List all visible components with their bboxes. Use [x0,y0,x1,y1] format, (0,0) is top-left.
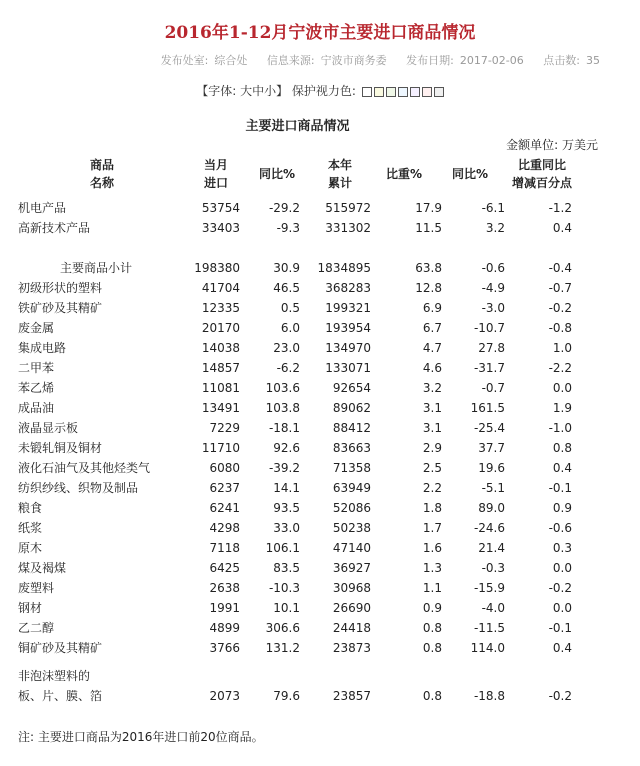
cell-month: 6080 [209,461,240,475]
table-row [0,458,640,478]
cell-name: 高新技术产品 [18,221,91,235]
cell-chg: 0.8 [552,441,572,455]
cell-cum: 88412 [332,421,371,435]
cell-cum: 52086 [332,501,371,515]
cell-name: 乙二醇 [18,621,55,635]
table-row [0,258,640,278]
cell-yoy: 46.5 [273,281,300,295]
source-value: 宁波市商务委 [320,54,387,67]
cell-chg: 0.4 [552,461,572,475]
header-yoy2: 同比% [451,167,489,181]
cell-month: 2073 [209,689,240,703]
cell-name: 成品油 [18,401,55,415]
font-small-link[interactable]: 小 [264,84,277,98]
cell-cum: 368283 [325,281,371,295]
cell-yoy2: -24.6 [473,521,505,535]
cell-share: 3.2 [422,381,442,395]
cell-cum: 24418 [332,621,371,635]
cell-name: 集成电路 [18,341,67,355]
font-medium-link[interactable]: 中 [252,84,265,98]
cell-cum: 134970 [325,341,371,355]
date-label: 发布日期: [406,54,454,67]
cell-yoy2: 89.0 [478,501,505,515]
cell-yoy: 33.0 [273,521,300,535]
table-row [0,686,640,706]
cell-yoy: -18.1 [268,421,300,435]
cell-cum: 515972 [325,201,371,215]
cell-yoy: 306.6 [265,621,300,635]
table-row [0,338,640,358]
table-row [0,498,640,518]
table-row [0,538,640,558]
cell-yoy2: -3.0 [481,301,505,315]
cell-share: 2.5 [422,461,442,475]
cell-yoy2: -0.6 [481,261,505,275]
cell-chg: -0.7 [548,281,572,295]
header-yoy1: 同比% [258,167,296,181]
source-label: 信息来源: [266,54,315,67]
cell-month: 3766 [209,641,240,655]
cell-cum: 26690 [332,601,371,615]
table-row [0,418,640,438]
cell-yoy: 93.5 [273,501,300,515]
cell-cum: 23873 [332,641,371,655]
color-swatch[interactable] [422,87,432,97]
cell-yoy: 14.1 [273,481,300,495]
cell-yoy2: 161.5 [470,401,505,415]
cell-yoy: -10.3 [268,581,300,595]
cell-cum: 133071 [325,361,371,375]
table-row [0,278,640,298]
eye-care-label: 】 保护视力色: [276,84,356,98]
cell-chg: -1.0 [548,421,572,435]
cell-share: 3.1 [422,401,442,415]
cell-name: 液化石油气及其他烃类气 [18,461,151,475]
cell-month: 14857 [201,361,240,375]
cell-yoy2: 3.2 [485,221,505,235]
cell-name: 粮食 [18,501,43,515]
table-row [0,558,640,578]
cell-share: 0.9 [422,601,442,615]
cell-chg: 1.9 [552,401,572,415]
cell-month: 12335 [201,301,240,315]
cell-yoy2: -6.1 [481,201,505,215]
cell-cum: 23857 [332,689,371,703]
cell-share: 2.9 [422,441,442,455]
cell-share: 0.8 [422,641,442,655]
cell-yoy2: -25.4 [473,421,505,435]
cell-name: 废塑料 [18,581,55,595]
cell-chg: 0.0 [552,381,572,395]
cell-yoy2: 21.4 [478,541,505,555]
cell-name-line1: 非泡沫塑料的 [18,669,91,683]
cell-yoy2: -5.1 [481,481,505,495]
cell-yoy2: -0.3 [481,561,505,575]
cell-yoy: 106.1 [265,541,300,555]
cell-month: 7118 [209,541,240,555]
table-row [0,478,640,498]
table-row [0,198,640,218]
amount-unit: 金额单位: 万美元 [506,138,598,152]
cell-month: 4298 [209,521,240,535]
cell-cum: 83663 [332,441,371,455]
cell-cum: 63949 [332,481,371,495]
cell-name: 板、片、膜、箔 [18,689,103,703]
cell-yoy2: -31.7 [473,361,505,375]
color-swatch[interactable] [410,87,420,97]
cell-yoy2: -4.0 [481,601,505,615]
cell-yoy: 103.6 [265,381,300,395]
cell-month: 2638 [209,581,240,595]
header-share-change: 比重同比 增减百分点 [511,158,572,190]
cell-name: 初级形状的塑料 [18,281,103,295]
cell-share: 11.5 [415,221,442,235]
cell-share: 0.8 [422,689,442,703]
cell-yoy: 83.5 [273,561,300,575]
cell-name: 纺织纱线、织物及制品 [18,481,139,495]
cell-name: 二甲苯 [18,361,55,375]
cell-yoy2: -18.8 [473,689,505,703]
table-row [0,298,640,318]
header-cumulative: 本年 累计 [327,158,352,190]
cell-share: 2.2 [422,481,442,495]
cell-share: 3.1 [422,421,442,435]
cell-yoy: 103.8 [265,401,300,415]
header-month: 当月 进口 [203,158,228,190]
cell-chg: 0.3 [552,541,572,555]
cell-yoy: 10.1 [273,601,300,615]
cell-chg: -0.2 [548,689,572,703]
cell-share: 0.8 [422,621,442,635]
cell-chg: 0.0 [552,601,572,615]
cell-yoy: 6.0 [280,321,300,335]
color-swatch[interactable] [374,87,384,97]
cell-share: 6.9 [422,301,442,315]
cell-chg: -0.2 [548,581,572,595]
cell-name: 纸浆 [18,521,43,535]
cell-chg: -1.2 [548,201,572,215]
cell-month: 6241 [209,501,240,515]
cell-chg: -2.2 [548,361,572,375]
header-name: 商品 名称 [89,158,114,190]
cell-month: 198380 [194,261,240,275]
cell-yoy: 92.6 [273,441,300,455]
cell-yoy2: -0.7 [481,381,505,395]
table-row [0,598,640,618]
cell-yoy2: 114.0 [470,641,505,655]
cell-cum: 47140 [332,541,371,555]
cell-chg: -0.2 [548,301,572,315]
table-row [0,318,640,338]
cell-chg: -0.1 [548,621,572,635]
cell-yoy: 23.0 [273,341,300,355]
cell-month: 7229 [209,421,240,435]
table-row-name-prefix [0,666,640,686]
cell-month: 14038 [201,341,240,355]
cell-name: 铜矿砂及其精矿 [18,641,103,655]
cell-chg: 0.4 [552,221,572,235]
cell-month: 1991 [209,601,240,615]
cell-name: 钢材 [18,601,43,615]
cell-share: 4.6 [422,361,442,375]
cell-yoy: -39.2 [268,461,300,475]
cell-yoy: -29.2 [268,201,300,215]
cell-cum: 30968 [332,581,371,595]
cell-name: 原木 [18,541,43,555]
cell-name: 铁矿砂及其精矿 [18,301,103,315]
cell-yoy2: 19.6 [478,461,505,475]
cell-month: 53754 [201,201,240,215]
cell-yoy: 79.6 [273,689,300,703]
table-row [0,518,640,538]
cell-name: 机电产品 [18,201,67,215]
footnote: 注: 主要进口商品为2016年进口前20位商品。 [18,730,264,744]
date-value: 2017-02-06 [459,54,524,67]
cell-yoy2: -11.5 [473,621,505,635]
cell-chg: 0.9 [552,501,572,515]
cell-month: 6425 [209,561,240,575]
cell-chg: 1.0 [552,341,572,355]
clicks-label: 点击数: [543,54,580,67]
font-large-link[interactable]: 大 [240,84,253,98]
cell-share: 4.7 [422,341,442,355]
cell-cum: 92654 [332,381,371,395]
cell-cum: 36927 [332,561,371,575]
cell-share: 1.7 [422,521,442,535]
cell-name: 液晶显示板 [18,421,79,435]
color-swatch[interactable] [434,87,444,97]
cell-yoy: 131.2 [265,641,300,655]
cell-chg: -0.1 [548,481,572,495]
cell-yoy: 0.5 [280,301,300,315]
cell-cum: 50238 [332,521,371,535]
table-row [0,218,640,238]
table-row [0,378,640,398]
page-title: 2016年1-12月宁波市主要进口商品情况 [164,23,476,43]
cell-month: 13491 [201,401,240,415]
cell-yoy: -9.3 [276,221,300,235]
cell-share: 12.8 [415,281,442,295]
cell-cum: 71358 [332,461,371,475]
cell-name: 主要商品小计 [60,261,133,275]
clicks-value: 35 [586,54,600,67]
table-row [0,398,640,418]
cell-chg: -0.6 [548,521,572,535]
cell-yoy2: -10.7 [473,321,505,335]
cell-name: 未锻轧铜及铜材 [18,441,103,455]
cell-cum: 89062 [332,401,371,415]
cell-chg: -0.8 [548,321,572,335]
font-toolbar [0,82,640,99]
cell-yoy: 30.9 [273,261,300,275]
cell-month: 6237 [209,481,240,495]
table-title: 主要进口商品情况 [245,119,350,134]
cell-share: 1.6 [422,541,442,555]
cell-month: 11081 [201,381,240,395]
cell-yoy: -6.2 [276,361,300,375]
cell-cum: 193954 [325,321,371,335]
cell-month: 41704 [201,281,240,295]
color-swatch[interactable] [398,87,408,97]
cell-yoy2: 27.8 [478,341,505,355]
cell-name: 废金属 [18,321,55,335]
cell-yoy2: -15.9 [473,581,505,595]
cell-yoy2: 37.7 [478,441,505,455]
table-row [0,618,640,638]
publisher-label: 发布处室: [160,54,209,67]
cell-name: 煤及褐煤 [18,561,67,575]
cell-chg: 0.4 [552,641,572,655]
cell-chg: 0.0 [552,561,572,575]
cell-name: 苯乙烯 [18,381,55,395]
table-row [0,438,640,458]
cell-share: 63.8 [415,261,442,275]
cell-cum: 199321 [325,301,371,315]
table-row [0,358,640,378]
color-swatch[interactable] [386,87,396,97]
header-share: 比重% [385,167,423,181]
cell-share: 1.8 [422,501,442,515]
cell-month: 33403 [201,221,240,235]
table-row [0,578,640,598]
cell-month: 4899 [209,621,240,635]
cell-share: 17.9 [415,201,442,215]
color-swatch[interactable] [362,87,372,97]
cell-yoy2: -4.9 [481,281,505,295]
publisher-value: 综合处 [214,54,248,67]
cell-cum: 1834895 [317,261,371,275]
cell-chg: -0.4 [548,261,572,275]
color-swatches [360,84,444,98]
cell-month: 20170 [201,321,240,335]
cell-share: 6.7 [422,321,442,335]
cell-share: 1.1 [422,581,442,595]
font-size-label: 【字体: [196,84,237,98]
cell-share: 1.3 [422,561,442,575]
table-row [0,638,640,658]
cell-cum: 331302 [325,221,371,235]
cell-month: 11710 [201,441,240,455]
article-meta [155,52,600,68]
